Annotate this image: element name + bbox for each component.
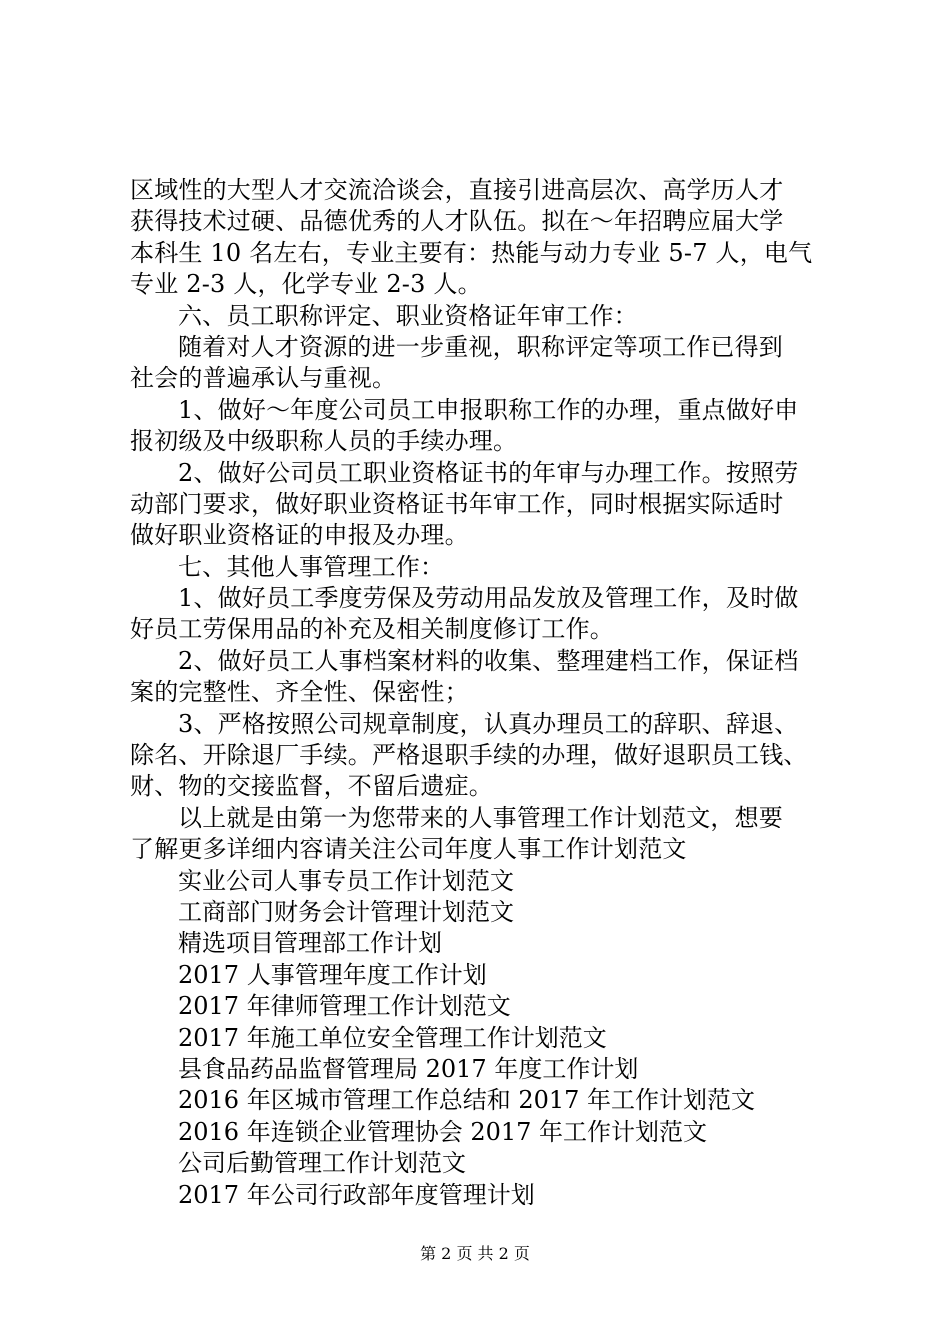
related-link[interactable]: 2017 年公司行政部年度管理计划	[178, 1180, 535, 1209]
body-line: 区域性的大型人才交流洽谈会，直接引进高层次、高学历人才	[130, 176, 784, 204]
body-line: 2、做好员工人事档案材料的收集、整理建档工作，保证档	[178, 646, 799, 675]
body-line: 做好职业资格证的申报及办理。	[130, 521, 469, 550]
body-line: 社会的普遍承认与重视。	[130, 364, 397, 393]
body-line: 案的完整性、齐全性、保密性；	[130, 678, 469, 707]
page-number: 第 2 页 共 2 页	[420, 1244, 530, 1263]
body-line: 了解更多详细内容请关注公司年度人事工作计划范文	[130, 835, 687, 864]
body-line: 以上就是由第一为您带来的人事管理工作计划范文，想要	[178, 803, 783, 832]
related-link[interactable]: 2016 年区城市管理工作总结和 2017 年工作计划范文	[178, 1086, 756, 1115]
section-heading: 七、其他人事管理工作：	[178, 552, 445, 581]
body-text	[130, 175, 830, 866]
body-line: 动部门要求，做好职业资格证书年审工作，同时根据实际适时	[130, 489, 784, 518]
related-link[interactable]: 2017 人事管理年度工作计划	[178, 960, 487, 989]
body-line: 随着对人才资源的进一步重视，职称评定等项工作已得到	[178, 332, 783, 361]
body-line: 1、做好～年度公司员工申报职称工作的办理，重点做好申	[178, 395, 799, 424]
related-link[interactable]: 精选项目管理部工作计划	[178, 929, 442, 958]
related-link[interactable]: 2017 年律师管理工作计划范文	[178, 992, 511, 1021]
body-line: 除名、开除退厂手续。严格退职手续的办理，做好退职员工钱、	[130, 741, 808, 770]
related-link[interactable]: 工商部门财务会计管理计划范文	[178, 897, 514, 926]
related-link[interactable]: 实业公司人事专员工作计划范文	[178, 866, 514, 895]
body-line: 2、做好公司员工职业资格证书的年审与办理工作。按照劳	[178, 458, 799, 487]
body-line: 3、严格按照公司规章制度，认真办理员工的辞职、辞退、	[178, 709, 799, 738]
body-line: 专业 2-3 人，化学专业 2-3 人。	[130, 270, 482, 299]
body-line: 财、物的交接监督，不留后遗症。	[130, 772, 493, 801]
body-line: 好员工劳保用品的补充及相关制度修订工作。	[130, 615, 614, 644]
document-body	[130, 175, 830, 1211]
body-line: 报初级及中级职称人员的手续办理。	[130, 427, 518, 456]
body-line: 获得技术过硬、品德优秀的人才队伍。拟在～年招聘应届大学	[130, 207, 784, 236]
body-line: 本科生 10 名左右，专业主要有：热能与动力专业 5-7 人，电气	[130, 238, 813, 267]
page-footer	[0, 1244, 950, 1264]
related-link[interactable]: 2017 年施工单位安全管理工作计划范文	[178, 1023, 607, 1052]
related-link[interactable]: 县食品药品监督管理局 2017 年度工作计划	[178, 1054, 639, 1083]
related-link[interactable]: 2016 年连锁企业管理协会 2017 年工作计划范文	[178, 1117, 708, 1146]
related-link[interactable]: 公司后勤管理工作计划范文	[178, 1149, 466, 1178]
body-line: 1、做好员工季度劳保及劳动用品发放及管理工作，及时做	[178, 584, 799, 613]
section-heading: 六、员工职称评定、职业资格证年审工作：	[178, 301, 638, 330]
related-links-list	[130, 866, 830, 1211]
